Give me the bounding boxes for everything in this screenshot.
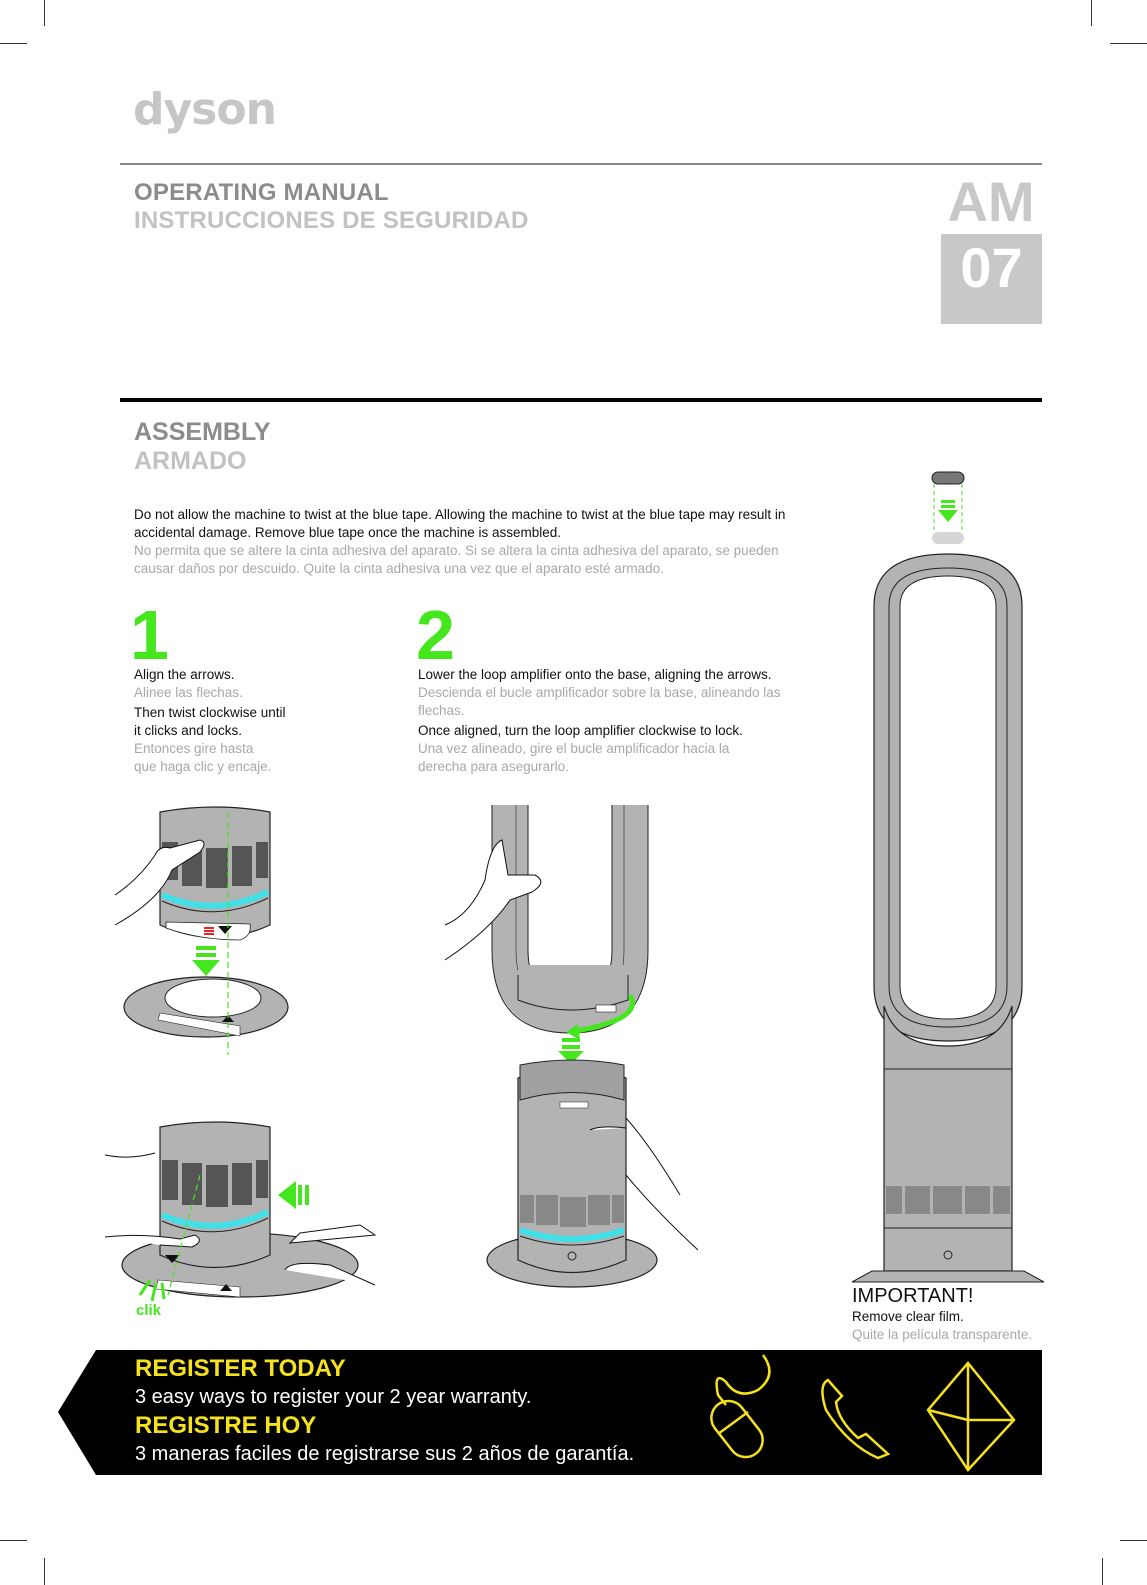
step-number-1: 1 [130, 596, 169, 674]
step-1-line-es: Alinee las flechas. [134, 685, 243, 700]
step-1-line-en: Then twist clockwise until it clicks and locks. [134, 705, 286, 738]
crop-mark [44, 1558, 45, 1585]
click-label: clik [136, 1302, 162, 1319]
crop-mark [1102, 1558, 1103, 1585]
down-arrow-icon [192, 946, 220, 976]
section-title-es: ARMADO [134, 447, 247, 475]
register-heading-en: REGISTER TODAY [135, 1355, 346, 1382]
step-2-line-es: Descienda el bucle amplificador sobre la base, alineando las flechas. [418, 685, 781, 718]
step-1-line-en: Align the arrows. [134, 667, 235, 682]
step-1-twist-illustration [100, 1115, 400, 1305]
step-2-line-en: Once aligned, turn the loop amplifier clockwise to lock. [418, 723, 743, 738]
important-text-es: Quite la película transparente. [852, 1327, 1033, 1342]
red-arrow-icon [204, 928, 214, 934]
crop-mark [1120, 1540, 1147, 1541]
step-1-align-illustration [100, 800, 400, 1060]
manual-title-es: INSTRUCCIONES DE SEGURIDAD [134, 207, 529, 234]
crop-mark [44, 0, 45, 26]
important-text-en: Remove clear film. [852, 1309, 964, 1324]
crop-mark [1110, 43, 1147, 44]
step-1-line-es: Entonces gire hasta que haga clic y encaje. [134, 741, 272, 774]
register-text [135, 1354, 634, 1468]
crop-mark [0, 43, 27, 44]
important-heading: IMPORTANT! [852, 1285, 974, 1307]
step-number-2: 2 [416, 596, 455, 674]
product-illustration [850, 466, 1050, 1286]
header-divider [120, 163, 1042, 165]
step-2-line-es: Una vez alineado, gire el bucle amplificador hacia la derecha para asegurarlo. [418, 741, 730, 774]
register-sub-en: 3 easy ways to register your 2 year warranty. [135, 1386, 532, 1408]
warning-en: Do not allow the machine to twist at the blue tape. Allowing the machine to twist at the blue tape may result in accidental damage. Remove blue tape once the machine is assembled. [134, 507, 786, 540]
crop-mark [1091, 0, 1092, 26]
step-2-text [418, 666, 828, 776]
warning-es: No permita que se altere la cinta adhesiva del aparato. Si se altera la cinta adhesiva del aparato, se pueden causar daños por descuido. Quite la cinta adhesiva una vez que el aparato esté armado. [134, 543, 779, 576]
step-2-line-en: Lower the loop amplifier onto the base, aligning the arrows. [418, 667, 772, 682]
dyson-logo: dyson [133, 84, 276, 135]
section-title-en: ASSEMBLY [134, 418, 271, 446]
model-badge-line1: AM [947, 170, 1035, 233]
left-arrow-icon [278, 1181, 309, 1209]
important-note [852, 1284, 1032, 1344]
register-sub-es: 3 maneras faciles de registrarse sus 2 años de garantía. [135, 1443, 635, 1465]
clear-film-icon [932, 472, 964, 484]
step-1-text [134, 666, 384, 776]
crop-mark [0, 1540, 27, 1541]
warning-block [134, 506, 814, 578]
manual-title-en: OPERATING MANUAL [134, 179, 389, 206]
register-heading-es: REGISTRE HOY [135, 1412, 317, 1439]
step-2-illustration [430, 800, 730, 1290]
model-badge-line2: 07 [960, 236, 1023, 299]
section-divider [120, 398, 1042, 402]
